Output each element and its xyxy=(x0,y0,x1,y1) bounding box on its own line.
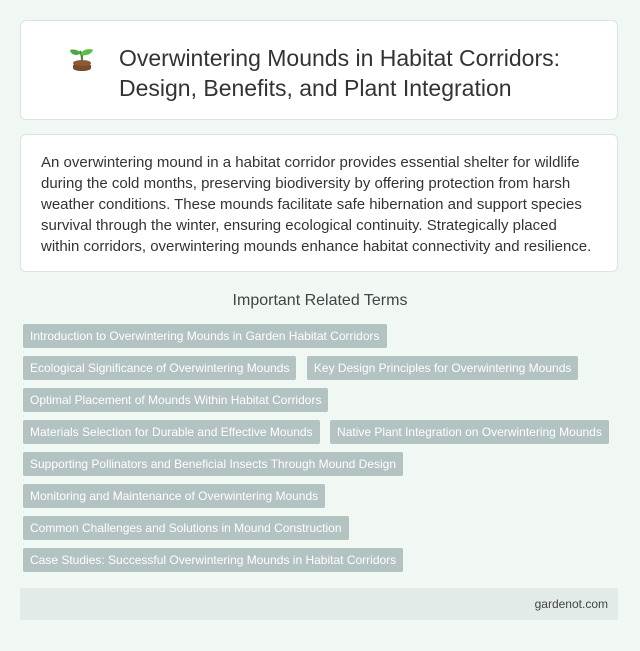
related-term-tag[interactable]: Native Plant Integration on Overwintering Mounds xyxy=(330,420,609,444)
related-term-tag[interactable]: Optimal Placement of Mounds Within Habitat Corridors xyxy=(23,388,328,412)
tag-row xyxy=(23,516,623,542)
tag-row xyxy=(23,388,623,414)
summary-card xyxy=(20,134,618,272)
related-term-tag[interactable]: Introduction to Overwintering Mounds in Garden Habitat Corridors xyxy=(23,324,387,348)
related-term-tag[interactable]: Case Studies: Successful Overwintering Mounds in Habitat Corridors xyxy=(23,548,403,572)
page-title-line1: Overwintering Mounds in Habitat Corridors: xyxy=(119,45,561,71)
tag-row xyxy=(23,452,623,478)
footer xyxy=(20,588,618,620)
tag-row xyxy=(23,324,623,350)
related-term-tag[interactable]: Supporting Pollinators and Beneficial Insects Through Mound Design xyxy=(23,452,403,476)
related-terms-list xyxy=(23,324,623,580)
site-name[interactable]: gardenot.com xyxy=(534,597,608,611)
tag-row xyxy=(23,420,623,446)
related-term-tag[interactable]: Key Design Principles for Overwintering Mounds xyxy=(307,356,578,380)
header-card xyxy=(20,20,618,120)
tag-row xyxy=(23,356,623,382)
tag-row xyxy=(23,484,623,510)
related-term-tag[interactable]: Common Challenges and Solutions in Mound Construction xyxy=(23,516,349,540)
related-term-tag[interactable]: Materials Selection for Durable and Effective Mounds xyxy=(23,420,320,444)
page-title-line2: Design, Benefits, and Plant Integration xyxy=(119,75,512,101)
summary-text: An overwintering mound in a habitat corridor provides essential shelter for wildlife during the cold months, preserving biodiversity by offering protection from harsh weather conditions. These mounds facilitate safe hibernation and support species survival through the winter, ensuring ecological continuity. Strategically placed within corridors, overwintering mounds enhance habitat connectivity and resilience. xyxy=(41,154,592,255)
tag-row xyxy=(23,548,623,574)
related-terms-heading: Important Related Terms xyxy=(232,292,408,309)
related-term-tag[interactable]: Monitoring and Maintenance of Overwintering Mounds xyxy=(23,484,325,508)
page-title xyxy=(69,43,609,103)
title-wrap xyxy=(69,43,609,103)
seedling-icon xyxy=(69,46,95,74)
related-term-tag[interactable]: Ecological Significance of Overwintering Mounds xyxy=(23,356,296,380)
